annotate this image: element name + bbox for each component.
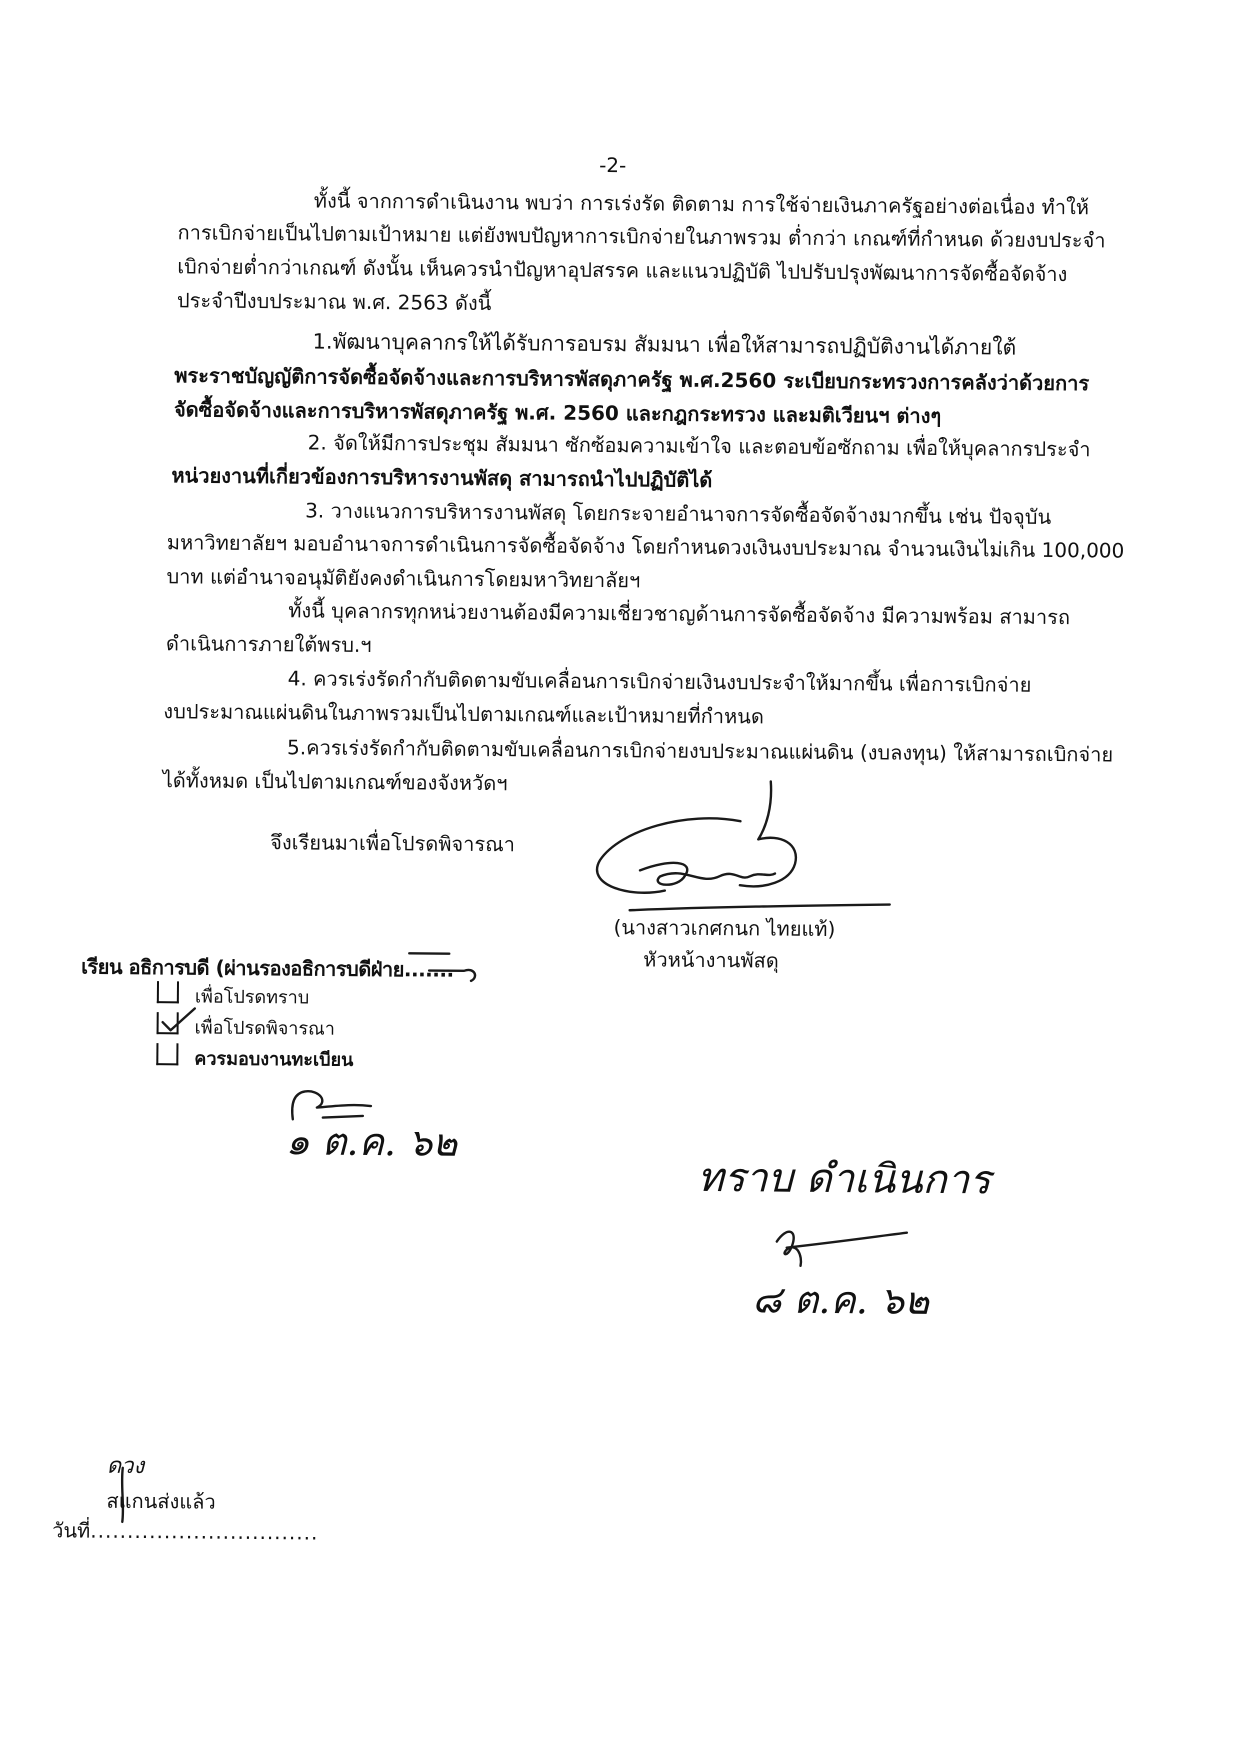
intro-line-1: ทั้งนี้ จากการดำเนินงาน พบว่า การเร่งรัด ติดตาม การใช้จ่ายเงินภาครัฐอย่างต่อเนื่อง ทำให้ [313, 188, 1090, 220]
check-mark-icon [159, 1006, 199, 1036]
item-4-line-2: งบประมาณแผ่นดินในภาพรวมเป็นไปตามเกณฑ์และเป้าหมายที่กำหนด [163, 699, 764, 729]
routing-recipient: เรียน อธิการบดี (ผ่านรองอธิการบดีฝ่าย....... [81, 954, 454, 982]
item-3-line-2: มหาวิทยาลัยฯ มอบอำนาจการดำเนินการจัดซื้อจัดจ้าง โดยกำหนดวงเงินงบประมาณ จำนวนเงินไม่เกิน 100,000 [166, 530, 1125, 563]
right-initials-mark [767, 1221, 917, 1272]
item-1-line-1: 1.พัฒนาบุคลากรให้ได้รับการอบรม สัมมนา เพื่อให้สามารถปฏิบัติงานได้ภายใต้ [312, 329, 1017, 360]
item-2-line-2: หน่วยงานที่เกี่ยวข้องการบริหารงานพัสดุ สามารถนำไปปฏิบัติได้ [171, 463, 713, 492]
scan-initials: ดวง [106, 1453, 145, 1480]
note-line-1: ทั้งนี้ บุคลากรทุกหน่วยงานต้องมีความเชี่ยวชาญด้านการจัดซื้อจัดจ้าง มีความพร้อม สามารถ [288, 598, 1071, 630]
checkbox-registry[interactable] [156, 1043, 178, 1065]
item-2-line-1: 2. จัดให้มีการประชุม สัมมนา ซักซ้อมความเข้าใจ และตอบข้อซักถาม เพื่อให้บุคลากรประจำ [307, 430, 1091, 462]
left-handwritten-date: ๑ ต.ค. ๖๒ [285, 1119, 458, 1165]
item-3-line-1: 3. วางแนวการบริหารงานพัสดุ โดยกระจายอำนาจการจัดซื้อจัดจ้างมากขึ้น เช่น ปัจจุบัน [305, 498, 1052, 529]
option-consider-label: เพื่อโปรดพิจารณา [194, 1017, 335, 1040]
item-5-line-2: ได้ทั้งหมด เป็นไปตามเกณฑ์ของจังหวัดฯ [162, 768, 508, 796]
right-handwritten-note: ทราบ ดำเนินการ [697, 1154, 991, 1204]
intro-line-4: ประจำปีงบประมาณ พ.ศ. 2563 ดังนี้ [176, 288, 492, 316]
date-label [52, 1517, 318, 1545]
note-line-2: ดำเนินการภายใต้พรบ.ฯ [165, 631, 372, 657]
item-1-line-3: จัดซื้อจัดจ้างและการบริหารพัสดุภาครัฐ พ.ศ. 2560 และกฎกระทรวง และมติเวียนฯ ต่างๆ [173, 397, 942, 428]
checkbox-acknowledge[interactable] [157, 981, 179, 1003]
intro-line-2: การเบิกจ่ายเป็นไปตามเป้าหมาย แต่ยังพบปัญหาการเบิกจ่ายในภาพรวม ต่ำกว่า เกณฑ์ที่กำหนด ด้วยงบประจำ [177, 220, 1106, 253]
date-value-dots: ............................... [90, 1518, 319, 1545]
item-5-line-1: 5.ควรเร่งรัดกำกับติดตามขับเคลื่อนการเบิกจ่ายงบประมาณแผ่นดิน (งบลงทุน) ให้สามารถเบิกจ่าย [286, 735, 1114, 767]
routing-scribble [379, 948, 489, 989]
right-handwritten-date: ๘ ต.ค. ๖๒ [752, 1277, 930, 1323]
closing-text: จึงเรียนมาเพื่อโปรดพิจารณา [270, 830, 516, 857]
page-number: -2- [599, 152, 627, 178]
item-4-line-1: 4. ควรเร่งรัดกำกับติดตามขับเคลื่อนการเบิกจ่ายเงินงบประจำให้มากขึ้น เพื่อการเบิกจ่าย [287, 666, 1032, 697]
option-registry-label: ควรมอบงานทะเบียน [194, 1048, 354, 1071]
signatory-name: (นางสาวเกศกนก ไทยแท้) [613, 915, 836, 942]
intro-line-3: เบิกจ่ายต่ำกว่าเกณฑ์ ดังนั้น เห็นควรนำปัญหาอุปสรรค และแนวปฏิบัติ ไปปรับปรุงพัฒนาการจัดซื้อจัดจ้าง [177, 254, 1068, 287]
scan-status-text: สแกนส่งแล้ว [106, 1488, 216, 1514]
signatory-position: หัวหน้างานพัสดุ [643, 947, 779, 973]
option-acknowledge-label: เพื่อโปรดทราบ [194, 986, 310, 1009]
item-3-line-3: บาท แต่อำนาจอนุมัติยังคงดำเนินการโดยมหาวิทยาลัยฯ [166, 564, 641, 593]
date-label-text: วันที่ [52, 1518, 91, 1543]
item-1-line-2: พระราชบัญญัติการจัดซื้อจัดจ้างและการบริหารพัสดุภาครัฐ พ.ศ.2560 ระเบียบกระทรวงการคลังว่าด้วยการ [174, 363, 1090, 396]
